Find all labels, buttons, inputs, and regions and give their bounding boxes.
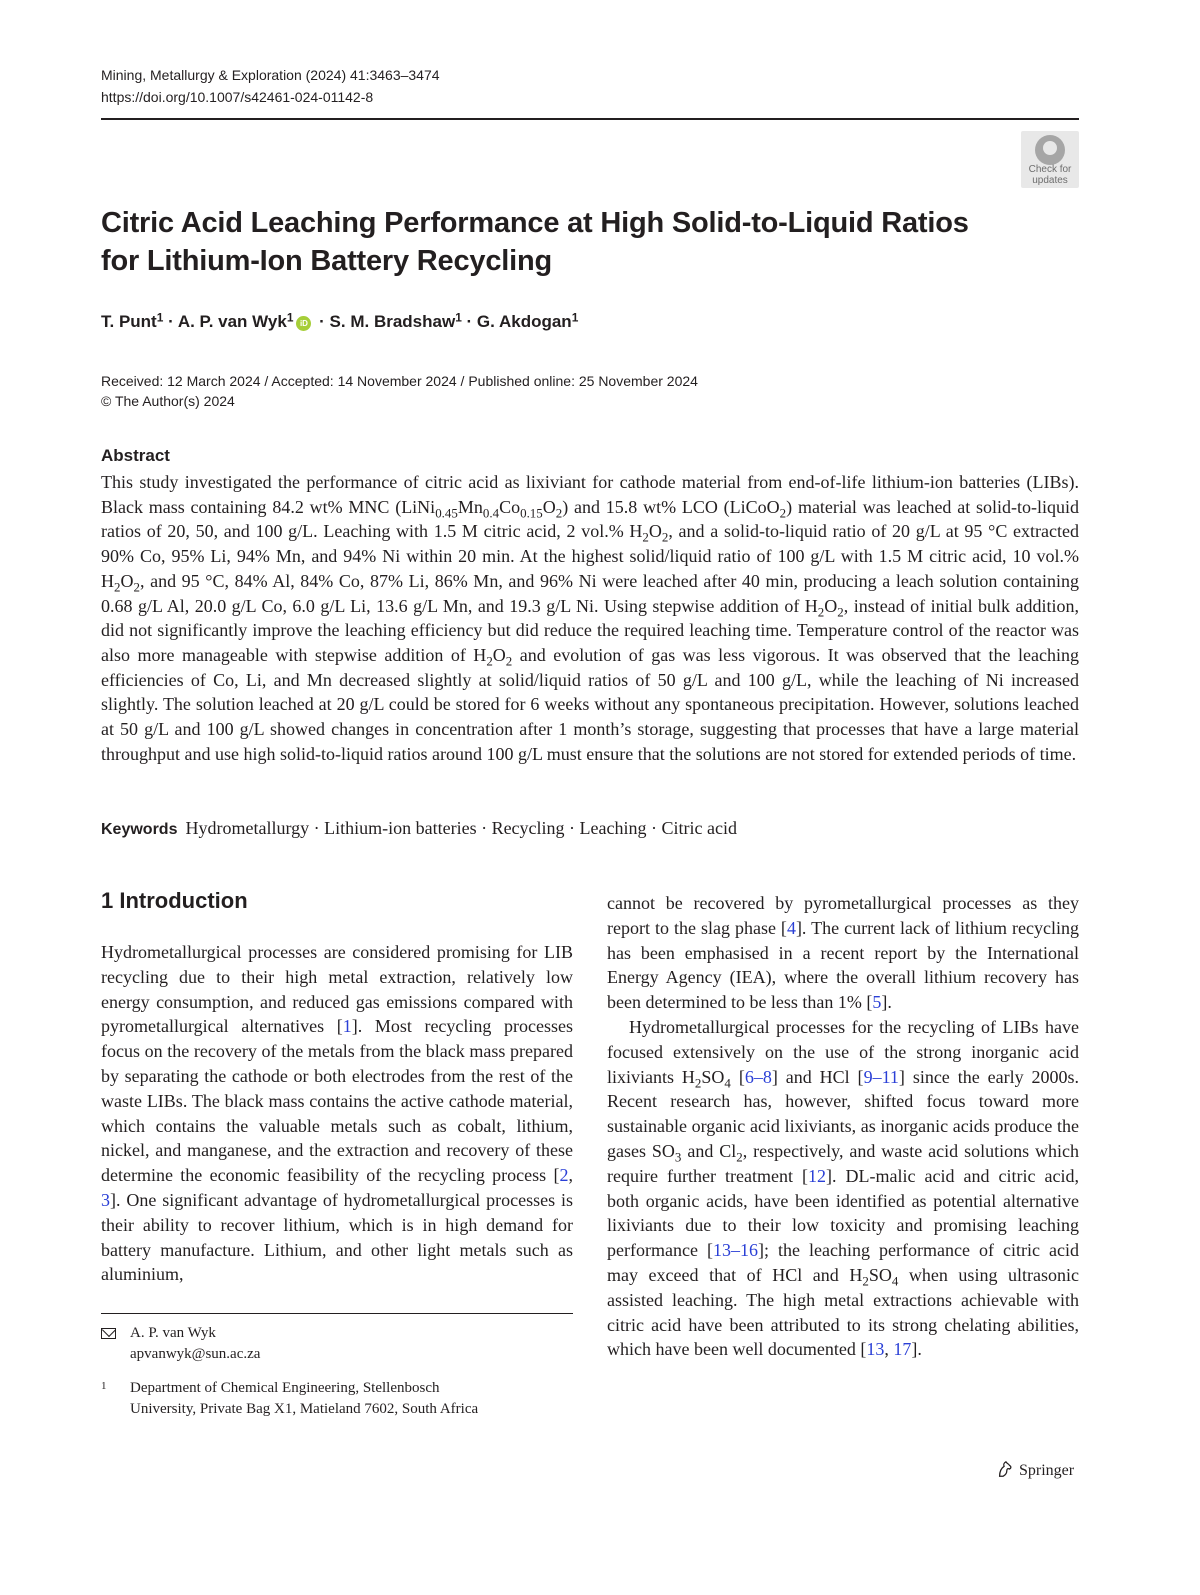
author-separator: ·: [163, 312, 178, 331]
citation-link[interactable]: 9–11: [863, 1066, 899, 1087]
citation-link[interactable]: 4: [786, 917, 796, 938]
citation-link[interactable]: 13–16: [712, 1240, 758, 1261]
affiliation: [101, 1378, 573, 1419]
footnote-rule: [101, 1313, 573, 1314]
footnotes: [101, 1323, 573, 1419]
check-for-updates-badge[interactable]: [1021, 131, 1079, 188]
paragraph: cannot be recovered by pyrometallurgical processes as they report to the slag phase [4]. The current lack of lithium recycling has been emphasised in a recent report by the International Energy Agency (IEA), where the overall lithium recovery has been determined to be less than 1% [5].: [607, 893, 1079, 1013]
citation-link[interactable]: 2: [559, 1165, 569, 1186]
crossmark-icon: [1035, 135, 1065, 165]
envelope-icon: [101, 1328, 116, 1339]
author-separator: ·: [461, 312, 477, 331]
abstract-text: This study investigated the performance of citric acid as lixiviant for cathode material from end-of-life lithium-ion batteries (LIBs). Black mass containing 84.2 wt% MNC $(LiNi_{0.45}Mn_{0.4}Co_{0.15}O_2)$ and 15.8 wt% LCO (LiCoO$_2$) material was leached at solid-to-liquid ratios of 20, 50, and 100 g/L. Leaching with 1.5 M citric acid, 2 vol.% $H_2O_2$, and a solid-to-liquid ratio of 20 g/L at 95 °C extracted 90% Co, 95% Li, 94% Mn, and 94% Ni within 20 min. At the highest solid/liquid ratio of 100 g/L with 1.5 M citric acid, 10 vol.% $H_2O_2$, and 95 °C, 84% Al, 84% Co, 87% Li, 86% Mn, and 96% Ni were leached after 40 min, producing a leach solution containing 0.68 g/L Al, 20.0 g/L Co, 6.0 g/L Li, 13.6 g/L Mn, and 19.3 g/L Ni. Using stepwise addition of $H_2O_2$, instead of initial bulk addition, did not significantly improve the leaching efficiency but did reduce the required leaching time. Temperature control of the reactor was also more manageable with stepwise addition of $H_2O_2$ and evolution of gas was less vigorous. It was observed that the leaching efficiencies of Co, Li, and Mn decreased slightly at solid/liquid ratios of 50 g/L and 100 g/L, while the leaching of Ni increased slightly. The solution leached at 20 g/L could be stored for 6 weeks without any spontaneous precipitation. However, solutions leached at 50 g/L and 100 g/L showed changes in concentration after 1 month’s storage, suggesting that processes that have a large material throughput and use high solid-to-liquid ratios around 100 g/L must ensure that the solutions are not stored for extended periods of time.: [101, 472, 1080, 764]
citation-link[interactable]: 12: [807, 1165, 826, 1186]
affiliation-line-1: Department of Chemical Engineering, Stellenbosch: [130, 1380, 440, 1396]
keywords: [101, 816, 737, 842]
author-list: [101, 310, 578, 334]
affiliation-mark: 1: [571, 310, 579, 325]
author-1[interactable]: T. Punt: [101, 312, 157, 331]
citation-link[interactable]: 6–8: [744, 1066, 772, 1087]
keywords-list: Hydrometallurgy · Lithium-ion batteries · Recycling · Leaching · Citric acid: [185, 818, 737, 838]
paragraph: Hydrometallurgical processes are considered promising for LIB recycling due to their high metal extraction, relatively low energy consumption, and reduced gas emissions compared with pyrometallurgical alternatives [1]. Most recycling processes focus on the recovery of the metals from the black mass prepared by separating the cathode or both electrodes from the rest of the waste LIBs. The black mass contains the active cathode material, which contains the valuable metals such as cobalt, lithium, nickel, and manganese, and the extraction and recovery of these determine the economic feasibility of the recycling process [2, 3]. One significant advantage of hydrometallurgical processes is their ability to recover lithium, which is in high demand for battery manufacture. Lithium, and other light metals such as aluminium,: [101, 942, 573, 1285]
dates-line: Received: 12 March 2024 / Accepted: 14 November 2024 / Published online: 25 November 2024: [101, 373, 698, 389]
section-heading-introduction: 1 Introduction: [101, 888, 248, 913]
corresponding-name: A. P. van Wyk: [130, 1325, 216, 1341]
badge-line-2: updates: [1032, 175, 1068, 186]
publication-dates: [101, 371, 698, 411]
affiliation-number: 1: [101, 1380, 107, 1392]
title-line-1: Citric Acid Leaching Performance at High Solid-to-Liquid Ratios: [101, 207, 969, 239]
title-line-2: for Lithium-Ion Battery Recycling: [101, 245, 552, 277]
corresponding-author: [101, 1323, 573, 1364]
affiliation-line-2: University, Private Bag X1, Matieland 7602, South Africa: [130, 1400, 479, 1417]
author-2[interactable]: A. P. van Wyk: [177, 312, 287, 331]
journal-citation: Mining, Metallurgy & Exploration (2024) 41:3463–3474: [101, 67, 440, 83]
citation-link[interactable]: 3: [101, 1189, 110, 1210]
citation-link[interactable]: 17: [893, 1339, 912, 1360]
publisher-logo: [996, 1460, 1074, 1482]
affiliation-mark: 1: [455, 310, 462, 325]
doi-link[interactable]: https://doi.org/10.1007/s42461-024-01142-8: [101, 89, 374, 105]
author-3[interactable]: S. M. Bradshaw: [329, 312, 456, 331]
publisher-name: Springer: [1019, 1462, 1075, 1479]
citation-link[interactable]: 1: [342, 1016, 352, 1037]
corresponding-email[interactable]: apvanwyk@sun.ac.za: [130, 1345, 261, 1362]
citation-link[interactable]: 13: [866, 1339, 885, 1360]
article-title: [101, 204, 1001, 280]
abstract-heading: Abstract: [101, 446, 170, 465]
paragraph: Hydrometallurgical processes for the recycling of LIBs have focused extensively on the use of the strong inorganic acid lixiviants $H_2SO_4$ [6–8] and HCl [9–11] since the early 2000s. Recent research has, however, shifted focus toward more sustainable organic acid lixiviants, as inorganic acids produce the gases $SO_3$ and $Cl_2$, respectively, and waste acid solutions which require further treatment [12]. DL-malic acid and citric acid, both organic acids, have been identified as potential alternative lixiviants due to their low toxicity and promising leaching performance [13–16]; the leaching performance of citric acid may exceed that of HCl and $H_2SO_4$ when using ultrasonic assisted leaching. The high metal extractions achievable with citric acid have been attributed to its strong chelating abilities, which have been well documented [13, 17].: [607, 1016, 1080, 1360]
keywords-label: Keywords: [101, 821, 178, 838]
author-separator: ·: [314, 312, 330, 331]
affiliation-mark: 1: [156, 310, 164, 325]
header-rule: [101, 118, 1079, 120]
intro-column-right: [607, 891, 1079, 1362]
springer-horse-icon: [996, 1460, 1014, 1478]
affiliation-mark: 1: [286, 310, 294, 325]
orcid-icon[interactable]: iD: [296, 316, 311, 331]
copyright-line: © The Author(s) 2024: [101, 393, 235, 409]
author-4[interactable]: G. Akdogan: [476, 312, 572, 331]
journal-header: [101, 64, 440, 108]
intro-column-left: [101, 940, 573, 1287]
citation-link[interactable]: 5: [872, 992, 882, 1013]
badge-line-1: Check for: [1028, 164, 1072, 175]
